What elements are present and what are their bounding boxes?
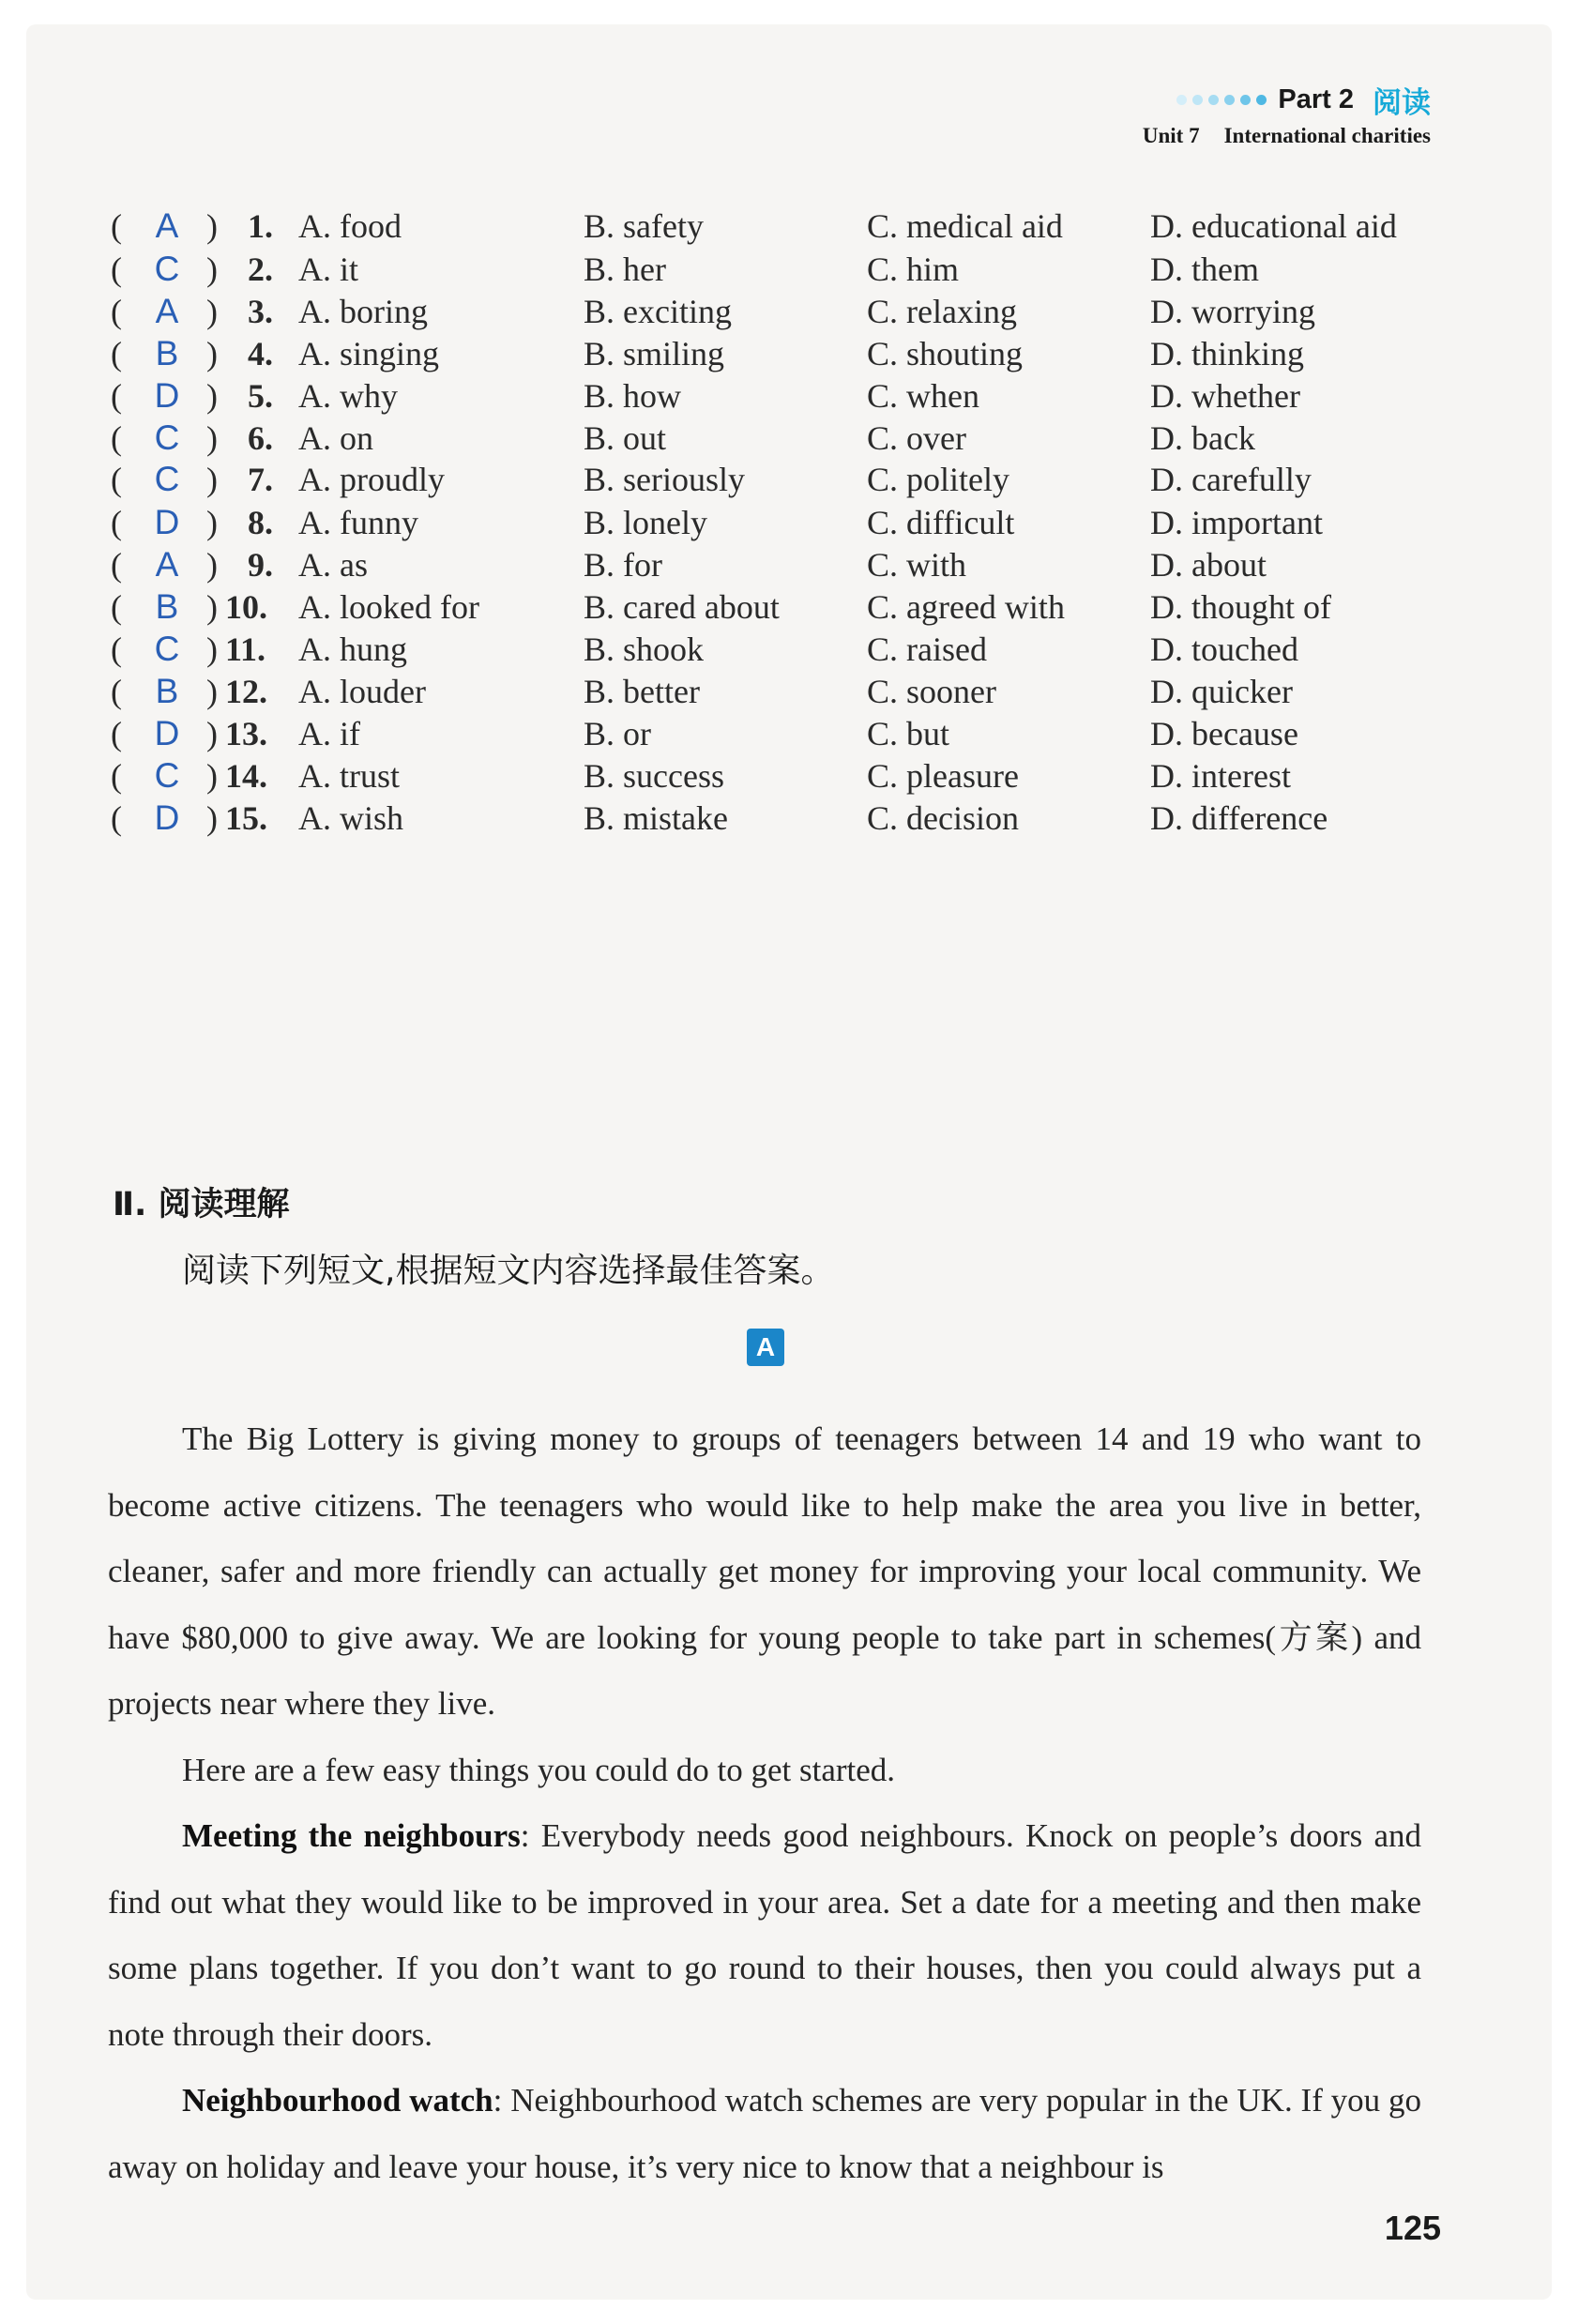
dot-icon (1224, 95, 1235, 105)
close-paren: ) (206, 546, 218, 584)
open-paren: ( (111, 546, 122, 584)
option-c: C. decision (867, 799, 1019, 837)
answer-letter: D (154, 714, 180, 752)
open-paren: ( (111, 673, 122, 710)
answer-letter: B (155, 587, 179, 626)
open-paren: ( (111, 377, 122, 415)
option-a: A. looked for (298, 588, 479, 626)
option-c: C. pleasure (867, 757, 1019, 795)
option-b: B. success (584, 757, 724, 795)
open-paren: ( (111, 630, 122, 668)
open-paren: ( (111, 504, 122, 541)
option-c: C. when (867, 377, 979, 415)
close-paren: ) (206, 799, 218, 837)
option-a: A. as (298, 546, 368, 584)
option-d: D. important (1150, 504, 1323, 541)
section-instruction: 阅读下列短文,根据短文内容选择最佳答案。 (182, 1252, 835, 1290)
open-paren: ( (111, 419, 122, 457)
close-paren: ) (206, 293, 218, 330)
option-a: A. why (298, 377, 398, 415)
question-row (0, 246, 1578, 293)
close-paren: ) (206, 757, 218, 795)
option-b: B. exciting (584, 293, 732, 330)
option-d: D. touched (1150, 630, 1298, 668)
answer-letter: C (154, 250, 180, 288)
question-number: 3. (248, 293, 273, 330)
option-c: C. raised (867, 630, 987, 668)
option-a: A. it (298, 251, 359, 288)
open-paren: ( (111, 335, 122, 372)
option-a: A. proudly (298, 461, 445, 498)
question-row (0, 541, 1578, 588)
answer-letter: A (155, 545, 179, 584)
open-paren: ( (111, 715, 122, 752)
option-b: B. better (584, 673, 700, 710)
option-c: C. agreed with (867, 588, 1065, 626)
section-title: Ⅱ. 阅读理解 (113, 1186, 290, 1223)
paragraph-body: Everybody needs good neighbours. Knock on people’s doors and find out what they would like to be improved in your area. Set a date for a meeting and then make some plans together. If you don’t want to go round to their houses, then you could always put a note through their doors. (108, 1817, 1421, 2053)
paragraph-heading: Meeting the neighbours (182, 1817, 521, 1854)
option-c: C. relaxing (867, 293, 1017, 330)
answer-letter: B (155, 334, 179, 372)
option-d: D. thought of (1150, 588, 1331, 626)
open-paren: ( (111, 251, 122, 288)
question-number: 5. (248, 377, 273, 415)
option-c: C. with (867, 546, 967, 584)
dot-icon (1208, 95, 1219, 105)
option-b: B. her (584, 251, 666, 288)
paragraph-body: Neighbourhood watch schemes are very popular in the UK. If you go away on holiday and leave your house, it’s very nice to know that a neighbour is (108, 2082, 1421, 2185)
option-d: D. whether (1150, 377, 1300, 415)
answer-letter: C (154, 630, 180, 668)
option-b: B. seriously (584, 461, 746, 498)
question-row (0, 710, 1578, 757)
question-row (0, 203, 1578, 250)
close-paren: ) (206, 673, 218, 710)
close-paren: ) (206, 461, 218, 498)
option-d: D. about (1150, 546, 1267, 584)
question-row (0, 584, 1578, 630)
option-a: A. boring (298, 293, 428, 330)
question-number: 13. (225, 715, 267, 752)
answer-letter: C (154, 460, 180, 498)
passage-paragraph: Neighbourhood watch: Neighbourhood watch schemes are very popular in the UK. If you go away on holiday and leave your house, it’s very nice to know that a neighbour is (108, 2082, 1421, 2185)
answer-letter: D (154, 376, 180, 415)
question-number: 10. (225, 588, 267, 626)
option-b: B. for (584, 546, 662, 584)
option-b: B. cared about (584, 588, 780, 626)
question-number: 8. (248, 504, 273, 541)
option-c: C. sooner (867, 673, 996, 710)
question-number: 9. (248, 546, 273, 584)
open-paren: ( (111, 207, 122, 245)
section-label: 阅读 (1373, 85, 1431, 120)
question-number: 12. (225, 673, 267, 710)
option-d: D. because (1150, 715, 1298, 752)
option-d: D. interest (1150, 757, 1291, 795)
question-row (0, 668, 1578, 715)
close-paren: ) (206, 377, 218, 415)
option-b: B. lonely (584, 504, 707, 541)
option-b: B. how (584, 377, 682, 415)
answer-letter: A (155, 206, 179, 245)
option-d: D. difference (1150, 799, 1328, 837)
answer-letter: D (154, 798, 180, 837)
passage-paragraph: The Big Lottery is giving money to groups of teenagers between 14 and 19 who want to become active citizens. The teenagers who would like to help make the area you live in better, cleaner, safer and more friendly can actually get money for improving your local community. We have $80,000 to give away. We are looking for young people to take part in schemes(方案) and projects near where they live. (108, 1420, 1421, 1722)
close-paren: ) (206, 419, 218, 457)
question-number: 2. (248, 251, 273, 288)
option-b: B. shook (584, 630, 705, 668)
open-paren: ( (111, 461, 122, 498)
option-a: A. singing (298, 335, 440, 372)
close-paren: ) (206, 335, 218, 372)
question-row (0, 415, 1578, 462)
option-a: A. wish (298, 799, 404, 837)
option-b: B. or (584, 715, 651, 752)
reading-passage (108, 1406, 1421, 2200)
question-number: 1. (248, 207, 273, 245)
part-label: Part 2 (1278, 84, 1354, 114)
question-row (0, 456, 1578, 503)
question-row (0, 330, 1578, 377)
option-a: A. food (298, 207, 402, 245)
question-row (0, 288, 1578, 335)
option-a: A. hung (298, 630, 407, 668)
question-number: 11. (225, 630, 266, 668)
question-row (0, 795, 1578, 842)
question-number: 4. (248, 335, 273, 372)
close-paren: ) (206, 207, 218, 245)
option-d: D. thinking (1150, 335, 1305, 372)
option-d: D. carefully (1150, 461, 1312, 498)
question-number: 7. (248, 461, 273, 498)
option-a: A. funny (298, 504, 418, 541)
open-paren: ( (111, 799, 122, 837)
option-c: C. shouting (867, 335, 1024, 372)
open-paren: ( (111, 293, 122, 330)
question-row (0, 752, 1578, 799)
option-d: D. educational aid (1150, 207, 1397, 245)
answer-letter: C (154, 418, 180, 457)
question-number: 15. (225, 799, 267, 837)
option-c: C. politely (867, 461, 1009, 498)
option-c: C. but (867, 715, 950, 752)
close-paren: ) (206, 715, 218, 752)
passage-paragraph: Meeting the neighbours: Everybody needs good neighbours. Knock on people’s doors and find out what they would like to be improved in your area. Set a date for a meeting and then make some plans together. If you don’t want to go round to their houses, then you could always put a note through their doors. (108, 1817, 1421, 2053)
option-a: A. trust (298, 757, 400, 795)
option-d: D. them (1150, 251, 1259, 288)
passage-label-badge: A (747, 1329, 784, 1366)
answer-letter: C (154, 756, 180, 795)
page-header (1143, 81, 1431, 148)
open-paren: ( (111, 588, 122, 626)
answer-letter: B (155, 672, 179, 710)
option-b: B. smiling (584, 335, 725, 372)
question-row (0, 626, 1578, 673)
question-number: 14. (225, 757, 267, 795)
passage-paragraph: Here are a few easy things you could do to get started. (182, 1751, 896, 1788)
close-paren: ) (206, 504, 218, 541)
option-c: C. medical aid (867, 207, 1063, 245)
option-d: D. quicker (1150, 673, 1293, 710)
dot-icon (1176, 95, 1187, 105)
question-row (0, 372, 1578, 419)
dot-icon (1192, 95, 1203, 105)
open-paren: ( (111, 757, 122, 795)
dot-icon (1256, 95, 1267, 105)
option-b: B. mistake (584, 799, 728, 837)
answer-letter: D (154, 503, 180, 541)
option-d: D. worrying (1150, 293, 1315, 330)
option-a: A. if (298, 715, 360, 752)
page-number: 125 (1384, 2209, 1441, 2247)
unit-label: Unit 7 (1142, 124, 1200, 147)
paragraph-heading: Neighbourhood watch (182, 2082, 493, 2119)
answer-letter: A (155, 292, 179, 330)
close-paren: ) (206, 588, 218, 626)
option-c: C. over (867, 419, 966, 457)
option-c: C. difficult (867, 504, 1015, 541)
close-paren: ) (206, 630, 218, 668)
option-b: B. out (584, 419, 667, 457)
option-a: A. on (298, 419, 373, 457)
dot-icon (1240, 95, 1251, 105)
option-b: B. safety (584, 207, 704, 245)
unit-title-line (1143, 124, 1431, 148)
option-d: D. back (1150, 419, 1255, 457)
question-number: 6. (248, 419, 273, 457)
close-paren: ) (206, 251, 218, 288)
option-a: A. louder (298, 673, 426, 710)
option-c: C. him (867, 251, 960, 288)
question-row (0, 499, 1578, 546)
decorative-dots (1176, 95, 1267, 105)
unit-title: International charities (1223, 124, 1431, 147)
